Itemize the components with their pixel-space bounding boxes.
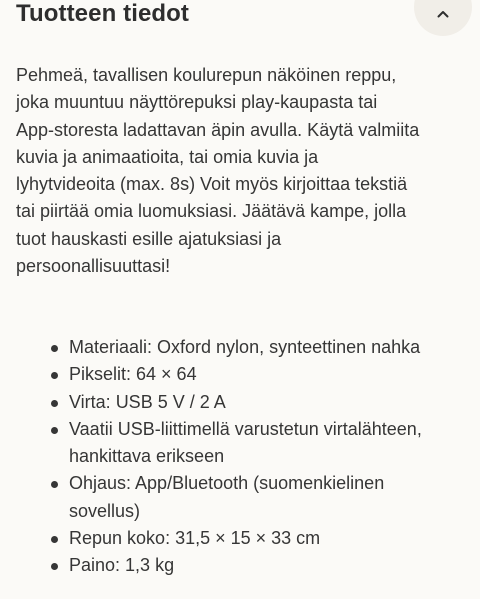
bullet-icon xyxy=(51,400,58,407)
spec-text: Ohjaus: App/Bluetooth (suomenkielinen sovellus) xyxy=(69,473,385,521)
bullet-icon xyxy=(51,372,58,379)
collapse-button[interactable] xyxy=(414,0,472,36)
spec-text: Repun koko: 31,5 × 15 × 33 cm xyxy=(69,528,321,549)
product-description: Pehmeä, tavallisen koulurepun näköinen reppu, joka muuntuu näyttörepuksi play-kaupasta tai App-storesta ladattavan äpin avulla. Käytä valmiita kuvia ja animaatioita, tai omia kuvia ja lyhytvideoita (max. 8s) Voit myös kirjoittaa tekstiä tai piirtää omia luomuksiasi. Jäätävä kampe, jolla tuot hauskasti esille ajatuksiasi ja persoonallisuuttasi! xyxy=(16,65,420,277)
spec-text: Paino: 1,3 kg xyxy=(69,555,175,576)
spec-item-power xyxy=(16,389,472,416)
section-title: Tuotteen tiedot xyxy=(16,0,190,27)
spec-text: Vaatii USB-liittimellä varustetun virtalähteen, hankittava erikseen xyxy=(69,418,422,467)
spec-text: Materiaali: Oxford nylon, synteettinen nahka xyxy=(69,337,421,357)
spec-item-control xyxy=(16,470,472,525)
bullet-icon xyxy=(51,345,58,352)
bullet-icon xyxy=(51,536,58,543)
chevron-up-icon xyxy=(437,10,449,18)
spec-item-pixels xyxy=(16,361,472,388)
bullet-icon xyxy=(51,563,58,570)
bullet-icon xyxy=(51,427,58,434)
section-header xyxy=(16,0,464,36)
spec-item-size xyxy=(16,525,472,552)
bullet-icon xyxy=(51,481,58,488)
spec-text: Pikselit: 64 × 64 xyxy=(69,364,197,385)
spec-item-power-source xyxy=(16,416,472,471)
spec-item-weight xyxy=(16,552,472,579)
spec-item-material xyxy=(16,334,472,361)
spec-list xyxy=(16,334,472,580)
spec-text: Virta: USB 5 V / 2 A xyxy=(69,391,226,412)
